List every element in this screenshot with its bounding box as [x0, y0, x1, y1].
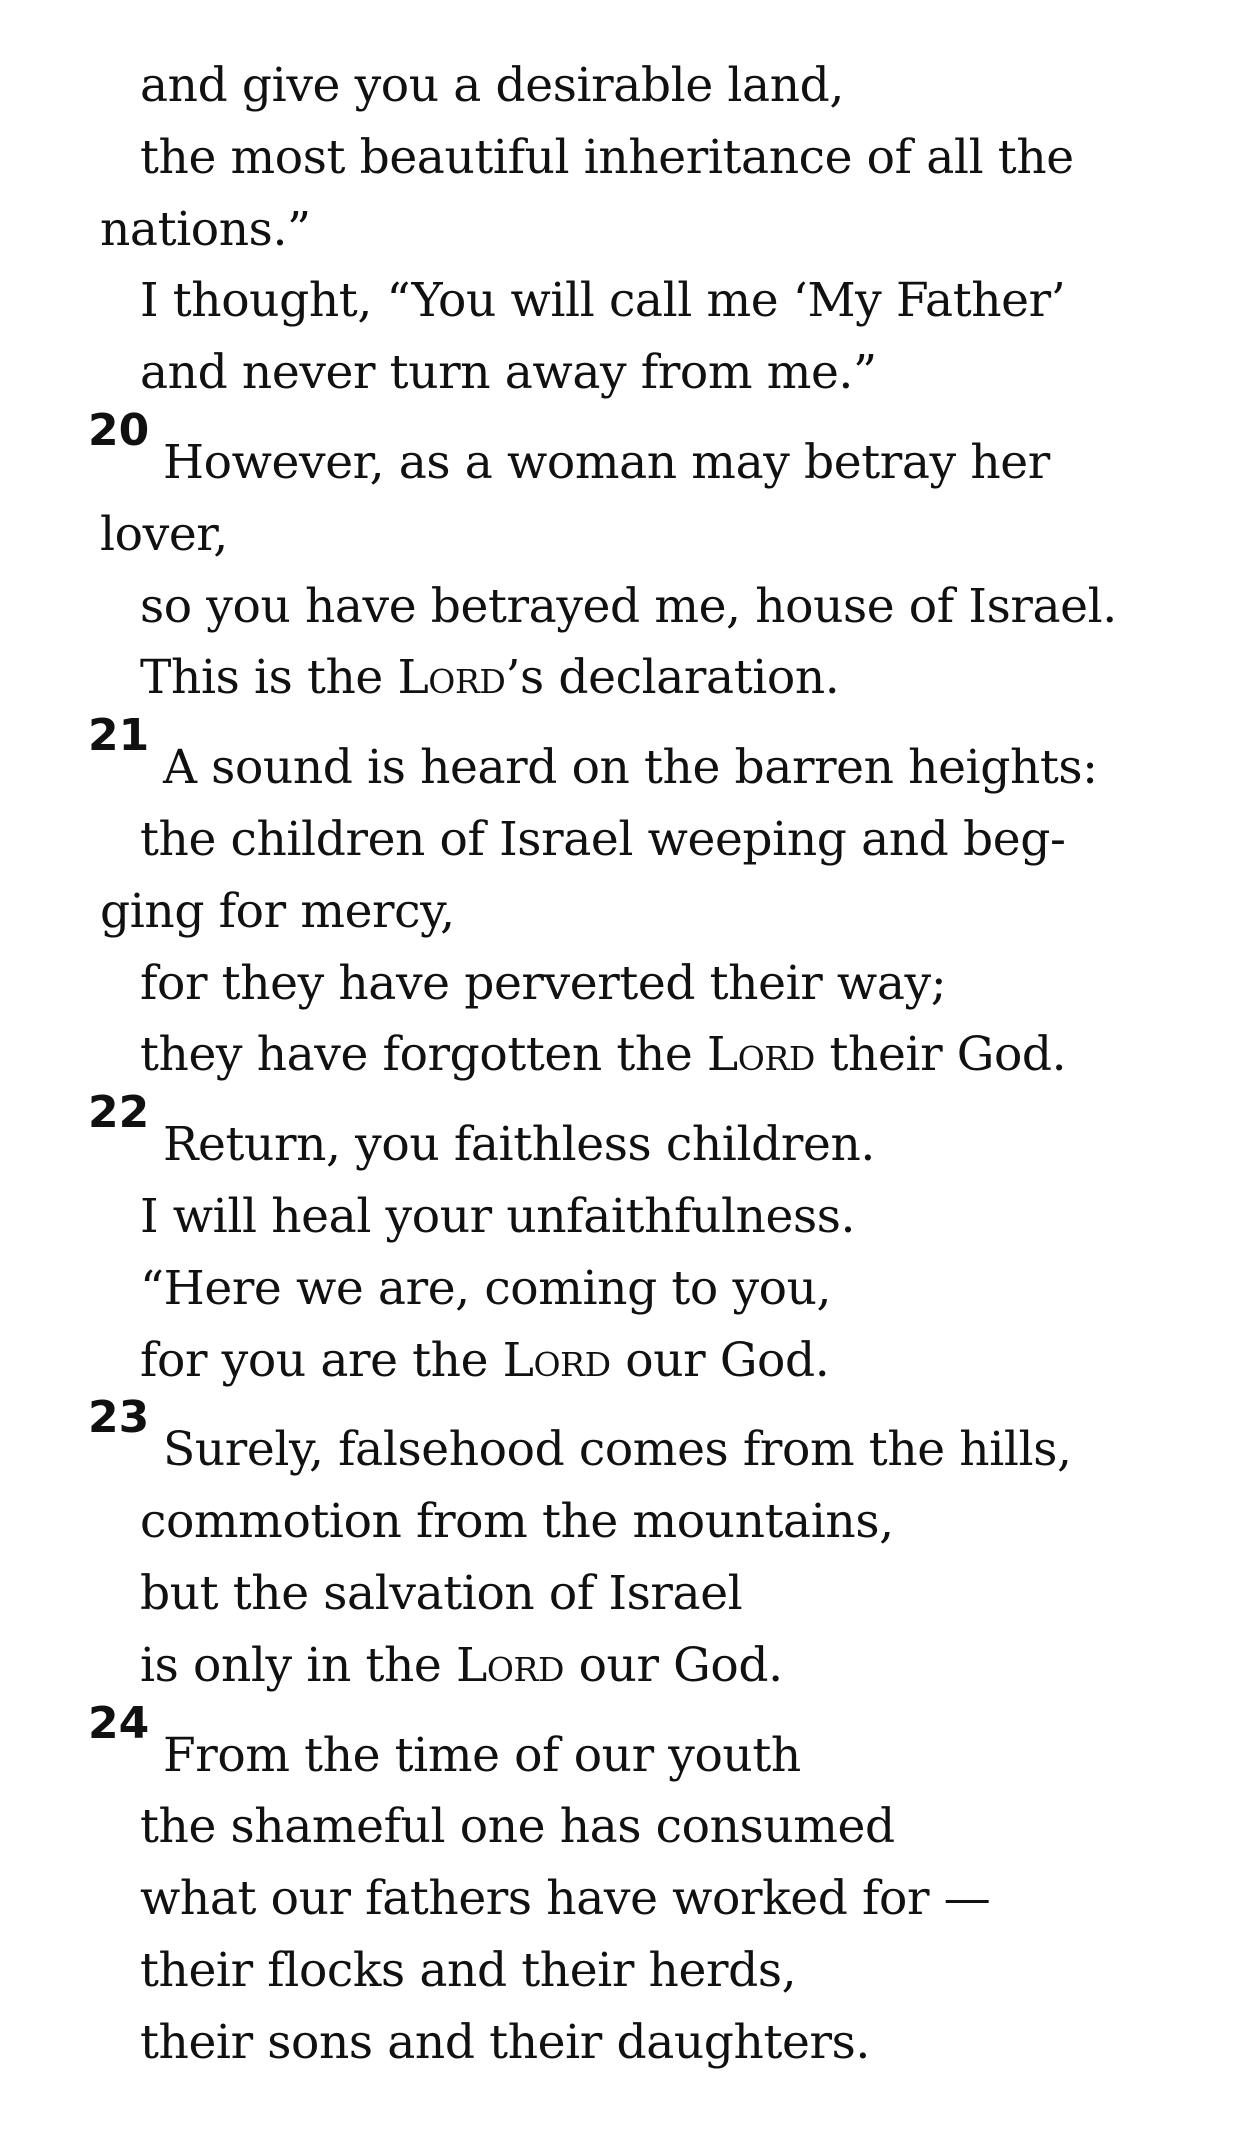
line-text: ging for mercy, [100, 883, 455, 939]
line-text: their sons and their daughters. [140, 2014, 870, 2070]
line-text: From the time of our youth [163, 1727, 801, 1783]
poetry-line [0, 1486, 1242, 1558]
poetry-line [0, 499, 1242, 571]
line-text: what our fathers have worked for — [140, 1871, 991, 1927]
line-text: and never turn away from me.” [140, 345, 877, 401]
divine-name: Lord [706, 1027, 815, 1083]
line-text: Return, you faithless children. [163, 1117, 875, 1173]
line-text: I will heal your unfaithfulness. [140, 1188, 856, 1244]
poetry-line [0, 1325, 1242, 1397]
line-text: lover, [100, 506, 228, 562]
line-text: their God. [814, 1027, 1067, 1083]
line-text: Surely, falsehood comes from the hills, [163, 1422, 1072, 1478]
line-text: is only in the [140, 1637, 456, 1693]
line-text: nations.” [100, 201, 311, 257]
poetry-line [0, 1558, 1242, 1630]
poetry-line [0, 1791, 1242, 1863]
poetry-line [0, 642, 1242, 714]
divine-name: Lord [502, 1332, 611, 1388]
verse-start-line [0, 710, 1242, 804]
line-text: I thought, “You will call me ‘My Father’ [140, 273, 1066, 329]
poetry-line [0, 1019, 1242, 1091]
poetry-line [0, 50, 1242, 122]
poetry-line [0, 1935, 1242, 2007]
poetry-line [0, 876, 1242, 948]
verse-number: 21 [88, 710, 150, 762]
poetry-line [0, 1253, 1242, 1325]
verse-start-line [0, 1697, 1242, 1792]
poetry-line [0, 804, 1242, 876]
line-text: the children of Israel weeping and beg- [140, 811, 1066, 867]
line-text: our God. [564, 1637, 783, 1693]
line-text: but the salvation of Israel [140, 1565, 743, 1621]
poetry-line [0, 1181, 1242, 1253]
line-text: so you have betrayed me, house of Israel. [140, 578, 1117, 634]
verse-number: 23 [88, 1392, 150, 1444]
verse-start-line [0, 1392, 1242, 1486]
line-text: they have forgotten the [140, 1027, 707, 1083]
verse-number: 20 [88, 404, 150, 456]
line-text: their flocks and their herds, [140, 1942, 797, 1998]
line-text: However, as a woman may betray her [163, 434, 1050, 490]
divine-name: Lord [397, 650, 506, 706]
line-text: A sound is heard on the barren heights: [163, 740, 1098, 796]
poetry-line [0, 948, 1242, 1020]
line-text: the shameful one has consumed [140, 1799, 895, 1855]
line-text: for you are the [140, 1332, 503, 1388]
verse-start-line [0, 404, 1242, 499]
poetry-line [0, 571, 1242, 643]
line-text: our God. [610, 1332, 830, 1388]
poetry-line [0, 1630, 1242, 1702]
line-text: for they have perverted their way; [140, 955, 947, 1011]
line-text: and give you a desirable land, [140, 58, 844, 113]
line-text: ’s declaration. [505, 650, 840, 706]
scripture-passage [0, 50, 1242, 2079]
divine-name: Lord [455, 1637, 565, 1693]
line-text: commotion from the mountains, [140, 1494, 894, 1550]
poetry-line [0, 265, 1242, 337]
poetry-line [0, 1863, 1242, 1935]
poetry-line [0, 122, 1242, 194]
line-text: This is the [140, 650, 398, 706]
verse-start-line [0, 1087, 1242, 1181]
poetry-line [0, 2007, 1242, 2079]
line-text: “Here we are, coming to you, [140, 1260, 832, 1316]
poetry-line [0, 194, 1242, 266]
poetry-line [0, 337, 1242, 409]
line-text: the most beautiful inheritance of all the [140, 129, 1074, 185]
verse-number: 24 [88, 1697, 150, 1749]
verse-number: 22 [88, 1087, 150, 1139]
